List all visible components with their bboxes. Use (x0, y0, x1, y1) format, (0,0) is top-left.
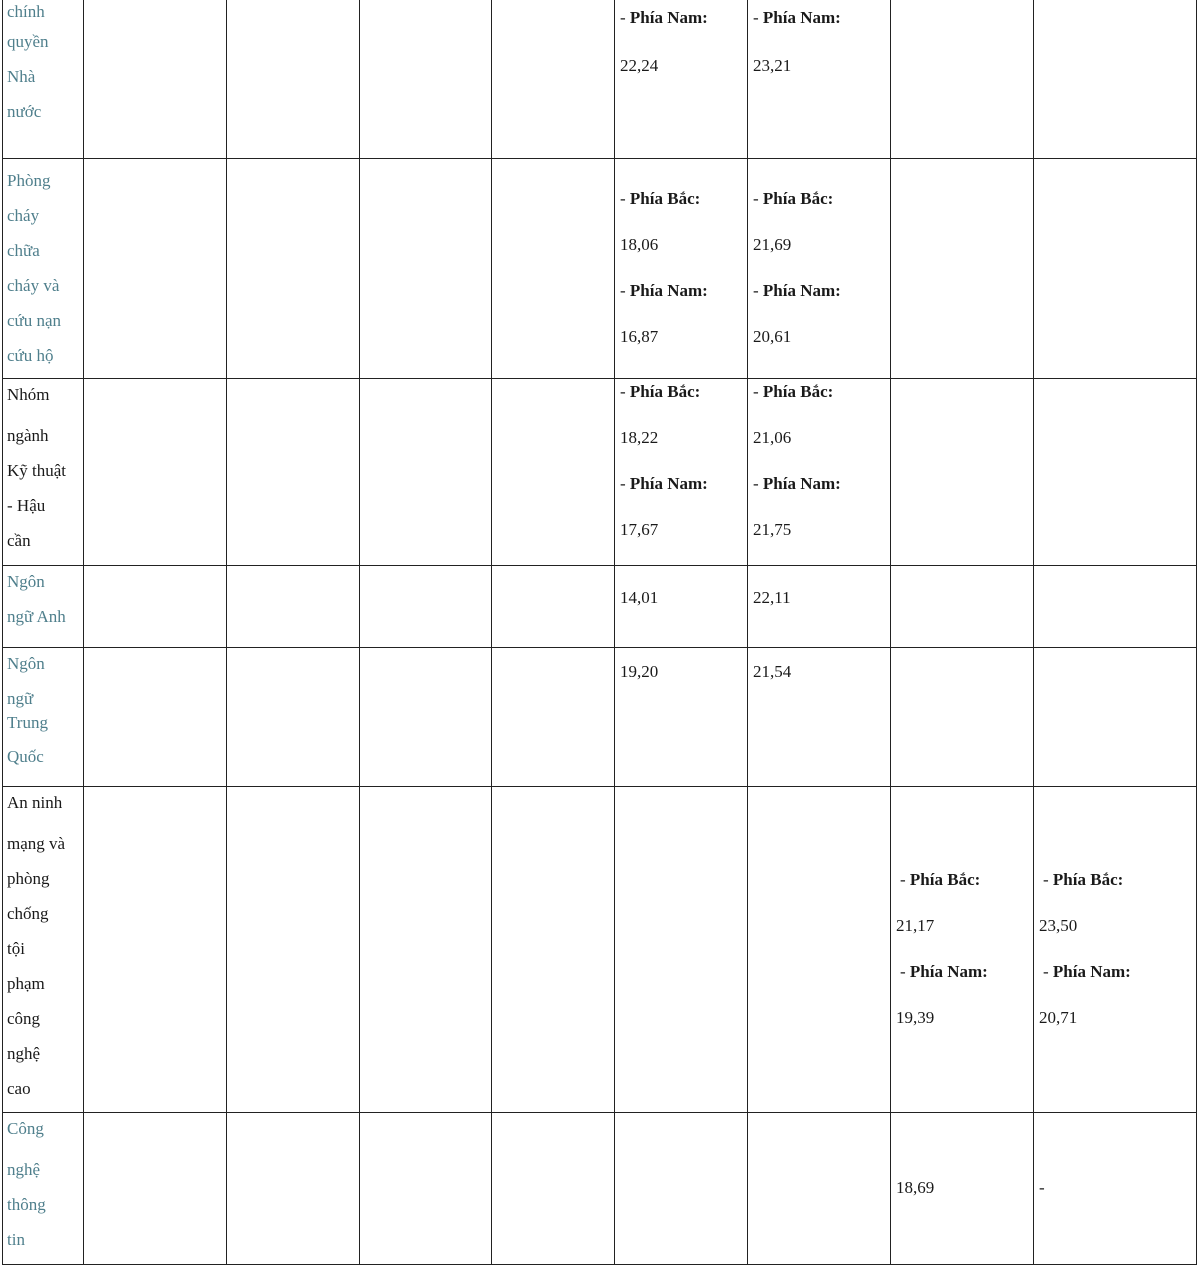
program-name-cell (3, 1112, 84, 1264)
score-cell (1034, 786, 1197, 1112)
program-name-line: ngữ Anh (7, 606, 66, 626)
score-value: 20,61 (753, 327, 792, 346)
program-name-line: An ninh (7, 792, 63, 812)
score-cell (748, 0, 891, 158)
empty-cell (492, 158, 615, 378)
empty-cell (891, 0, 1034, 158)
table-row (3, 565, 1197, 647)
region-label: - Phía Bắc: (896, 857, 1029, 903)
program-name-line: Công (7, 1118, 44, 1138)
region-label: - Phía Nam: (753, 0, 886, 36)
region-label: - Phía Nam: (620, 0, 743, 36)
table-row (3, 647, 1197, 786)
program-name-line: Trung (7, 712, 48, 732)
empty-cell (492, 786, 615, 1112)
score-value: 21,54 (753, 661, 792, 681)
program-name-line: cháy và (7, 275, 60, 295)
empty-cell (227, 1112, 360, 1264)
score-value: 16,87 (620, 327, 659, 346)
score-value: 19,20 (620, 661, 659, 681)
program-name-line: cần (7, 530, 31, 550)
empty-cell (891, 647, 1034, 786)
score-value: 18,22 (620, 427, 659, 447)
score-value: 17,67 (620, 519, 659, 539)
score-value: 19,39 (896, 1008, 935, 1027)
empty-cell (360, 0, 492, 158)
region-label: - Phía Bắc: (620, 176, 743, 222)
table-row (3, 378, 1197, 565)
empty-cell (84, 378, 227, 565)
empty-cell (891, 158, 1034, 378)
empty-cell (360, 158, 492, 378)
program-name-line: Phòng (7, 170, 51, 190)
program-name-line: Ngôn (7, 653, 45, 673)
score-value: - (1039, 1178, 1045, 1197)
score-cell (615, 0, 748, 158)
program-name-line: quyền (7, 32, 49, 51)
empty-cell (1034, 158, 1197, 378)
program-name-line: Kỹ thuật (7, 460, 67, 480)
empty-cell (1034, 378, 1197, 565)
program-name-line: tin (7, 1229, 25, 1249)
empty-cell (748, 1112, 891, 1264)
region-label: - Phía Nam: (753, 268, 886, 314)
program-name-line: cứu hộ (7, 345, 54, 365)
region-label: - Phía Bắc: (753, 176, 886, 222)
empty-cell (615, 1112, 748, 1264)
program-name-cell (3, 378, 84, 565)
region-label: - Phía Nam: (896, 949, 1029, 995)
empty-cell (360, 786, 492, 1112)
program-name-line: nghệ (7, 1043, 41, 1063)
score-value: 18,69 (896, 1178, 935, 1197)
empty-cell (1034, 647, 1197, 786)
empty-cell (360, 647, 492, 786)
score-cell (615, 647, 748, 786)
program-name-line: Nhà (7, 67, 36, 86)
score-value: 21,06 (753, 427, 792, 447)
empty-cell (492, 1112, 615, 1264)
program-name-line: phòng (7, 868, 50, 888)
empty-cell (84, 647, 227, 786)
empty-cell (360, 1112, 492, 1264)
empty-cell (492, 0, 615, 158)
table-row (3, 786, 1197, 1112)
program-name-line: chữa (7, 240, 40, 260)
program-name-line: - Hậu (7, 495, 46, 515)
region-label: - Phía Bắc: (1039, 857, 1192, 903)
empty-cell (1034, 0, 1197, 158)
program-name-line: cháy (7, 205, 40, 225)
empty-cell (1034, 565, 1197, 647)
region-label: - Phía Bắc: (620, 379, 743, 415)
empty-cell (492, 565, 615, 647)
score-cell (615, 158, 748, 378)
empty-cell (891, 378, 1034, 565)
score-value: 20,71 (1039, 1008, 1078, 1027)
program-name-line: chống (7, 903, 49, 923)
program-name-line: Quốc (7, 746, 44, 766)
admission-score-table (2, 0, 1197, 1265)
score-value: 18,06 (620, 235, 659, 254)
empty-cell (360, 565, 492, 647)
program-name-cell (3, 647, 84, 786)
region-label: - Phía Bắc: (753, 379, 886, 415)
program-name-line: công (7, 1008, 41, 1028)
empty-cell (615, 786, 748, 1112)
score-cell (1034, 1112, 1197, 1264)
empty-cell (227, 0, 360, 158)
program-name-line: ngữ (7, 688, 34, 708)
program-name-line: cao (7, 1078, 31, 1098)
program-name-line: nghệ (7, 1159, 41, 1179)
program-name-line: thông (7, 1194, 46, 1214)
program-name-cell (3, 565, 84, 647)
score-cell (891, 786, 1034, 1112)
table-row (3, 1112, 1197, 1264)
program-name-cell (3, 786, 84, 1112)
score-value: 14,01 (620, 587, 659, 607)
score-value: 21,69 (753, 235, 792, 254)
score-value: 21,17 (896, 916, 935, 935)
region-label: - Phía Nam: (620, 268, 743, 314)
empty-cell (227, 786, 360, 1112)
program-name-line: mạng và (7, 833, 66, 853)
program-name-line: cứu nạn (7, 310, 62, 330)
empty-cell (84, 0, 227, 158)
empty-cell (891, 565, 1034, 647)
region-label: - Phía Nam: (620, 461, 743, 507)
empty-cell (84, 565, 227, 647)
score-cell (615, 378, 748, 565)
region-label: - Phía Nam: (1039, 949, 1192, 995)
empty-cell (84, 1112, 227, 1264)
empty-cell (492, 378, 615, 565)
score-value: 21,75 (753, 519, 792, 539)
empty-cell (748, 786, 891, 1112)
score-value: 22,24 (620, 56, 659, 75)
program-name-line: tội (7, 938, 25, 958)
empty-cell (227, 565, 360, 647)
empty-cell (84, 158, 227, 378)
empty-cell (227, 158, 360, 378)
program-name-line: nước (7, 102, 42, 121)
score-cell (748, 565, 891, 647)
score-value: 23,21 (753, 56, 792, 75)
score-value: 23,50 (1039, 916, 1078, 935)
program-name-cell (3, 158, 84, 378)
empty-cell (84, 786, 227, 1112)
program-name-cell (3, 0, 84, 158)
region-label: - Phía Nam: (753, 461, 886, 507)
score-cell (748, 378, 891, 565)
score-value: 22,11 (753, 587, 791, 607)
table-row (3, 0, 1197, 158)
program-name-line: Ngôn (7, 571, 45, 591)
empty-cell (492, 647, 615, 786)
empty-cell (227, 647, 360, 786)
score-cell (615, 565, 748, 647)
program-name-line: Nhóm (7, 384, 50, 404)
table-row (3, 158, 1197, 378)
score-cell (748, 158, 891, 378)
program-name-line: ngành (7, 425, 49, 445)
program-name-line: phạm (7, 973, 45, 993)
empty-cell (360, 378, 492, 565)
score-cell (748, 647, 891, 786)
empty-cell (227, 378, 360, 565)
score-cell (891, 1112, 1034, 1264)
program-name-line: chính (7, 2, 45, 21)
